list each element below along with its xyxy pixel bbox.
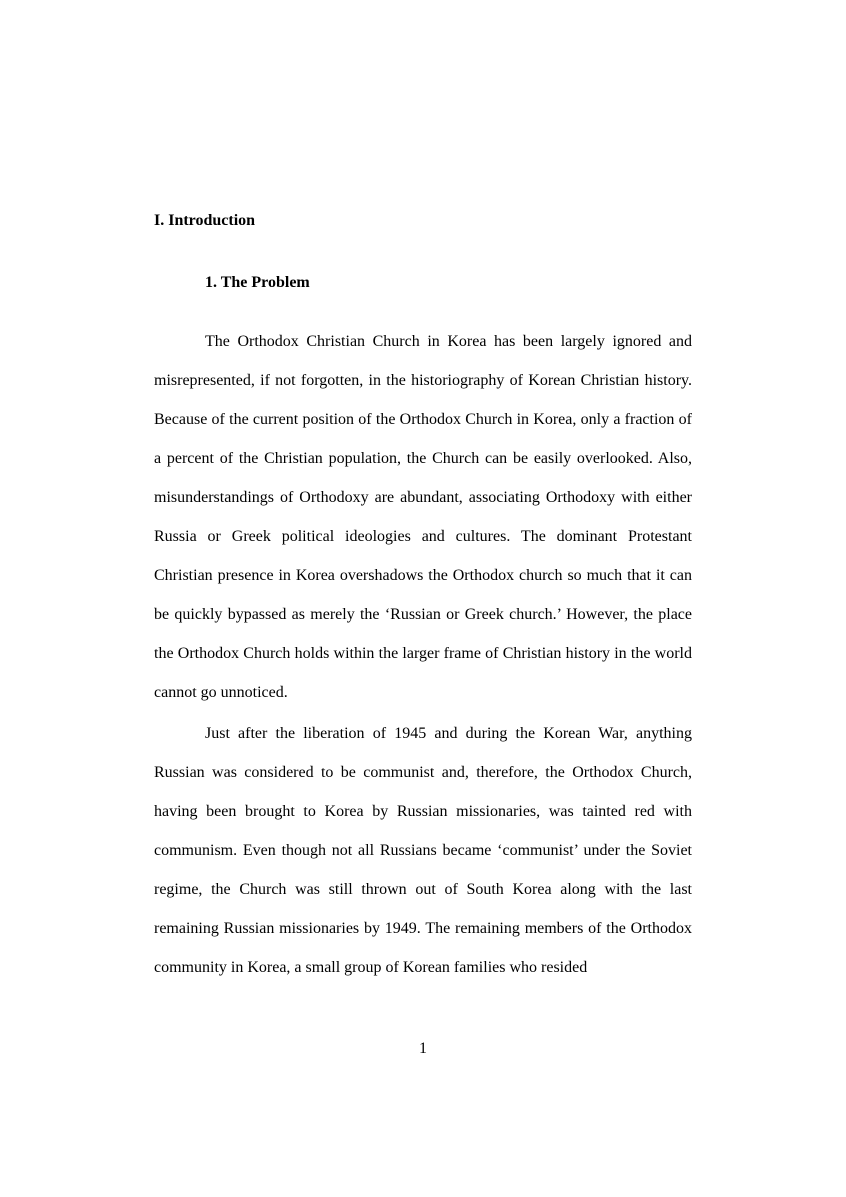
page-number: 1 — [419, 1040, 427, 1057]
body-paragraph-2: Just after the liberation of 1945 and during the Korean War, anything Russian was considered to be communist and, therefore, the Orthodox Church, having been brought to Korea by Russian missionaries, was tainted red with communism. Even though not all Russians became ‘communist’ under the Soviet regime, the Church was still thrown out of South Korea along with the last remaining Russian missionaries by 1949. The remaining members of the Orthodox community in Korea, a small group of Korean families who resided — [154, 725, 692, 976]
body-paragraph-1: The Orthodox Christian Church in Korea has been largely ignored and misrepresented, if not forgotten, in the historiography of Korean Christian history. Because of the current position of the Orthodox Church in Korea, only a fraction of a percent of the Christian population, the Church can be easily overlooked. Also, misunderstandings of Orthodoxy are abundant, associating Orthodoxy with either Russia or Greek political ideologies and cultures. The dominant Protestant Christian presence in Korea overshadows the Orthodox church so much that it can be quickly bypassed as merely the ‘Russian or Greek church.’ However, the place the Orthodox Church holds within the larger frame of Christian history in the world cannot go unnoticed. — [154, 333, 692, 701]
chapter-heading: I. Introduction — [154, 212, 256, 229]
section-heading: 1. The Problem — [205, 274, 310, 291]
